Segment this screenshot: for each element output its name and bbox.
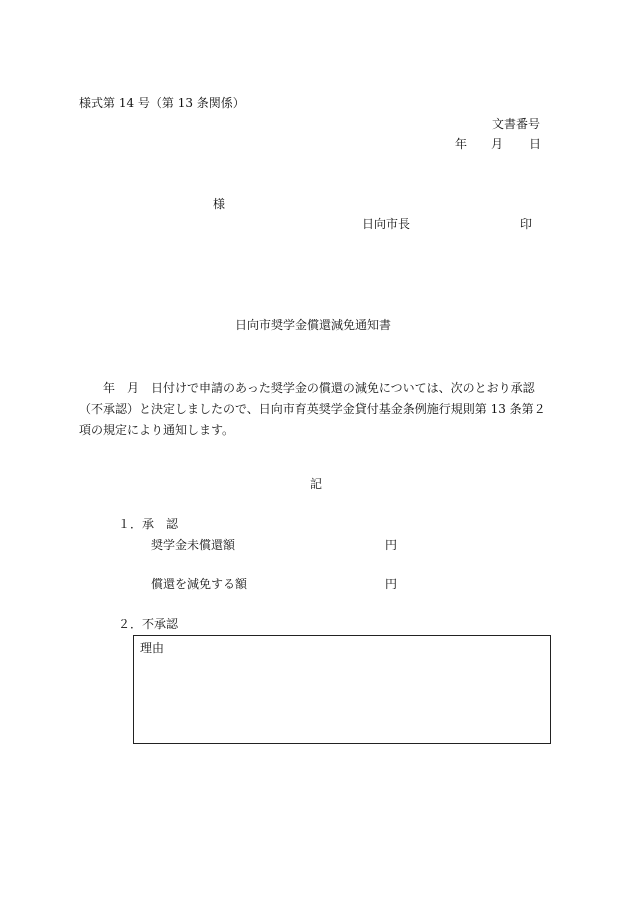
sender-name: 日向市長 bbox=[362, 217, 411, 231]
unpaid-amount-unit: 円 bbox=[385, 538, 398, 552]
seal-mark: 印 bbox=[520, 217, 533, 231]
body-line: 年 月 日付けで申請のあった奨学金の償還の減免については、次のとおり承認 bbox=[103, 381, 535, 395]
date-year-label: 年 bbox=[455, 137, 468, 151]
rejection-heading: ２．不承認 bbox=[118, 617, 179, 631]
addressee-honorific: 様 bbox=[213, 197, 226, 211]
exempt-amount-unit: 円 bbox=[385, 577, 398, 591]
reason-label: 理由 bbox=[140, 641, 165, 655]
exempt-amount-label: 償還を減免する額 bbox=[151, 577, 248, 591]
body-paragraph bbox=[79, 378, 559, 441]
form-number: 様式第 14 号（第 13 条関係） bbox=[79, 96, 245, 110]
approval-heading: １．承 認 bbox=[118, 517, 179, 531]
date-day-label: 日 bbox=[529, 137, 542, 151]
date-month-label: 月 bbox=[491, 137, 504, 151]
note-heading: 記 bbox=[310, 477, 323, 491]
document-number-label: 文書番号 bbox=[492, 117, 541, 131]
body-line: 項の規定により通知します。 bbox=[79, 423, 235, 437]
unpaid-amount-label: 奨学金未償還額 bbox=[151, 538, 236, 552]
document-title: 日向市奨学金償還減免通知書 bbox=[235, 318, 392, 332]
reason-box bbox=[133, 635, 551, 744]
body-line: （不承認）と決定しましたので、日向市育英奨学金貸付基金条例施行規則第 13 条第２ bbox=[79, 402, 546, 416]
